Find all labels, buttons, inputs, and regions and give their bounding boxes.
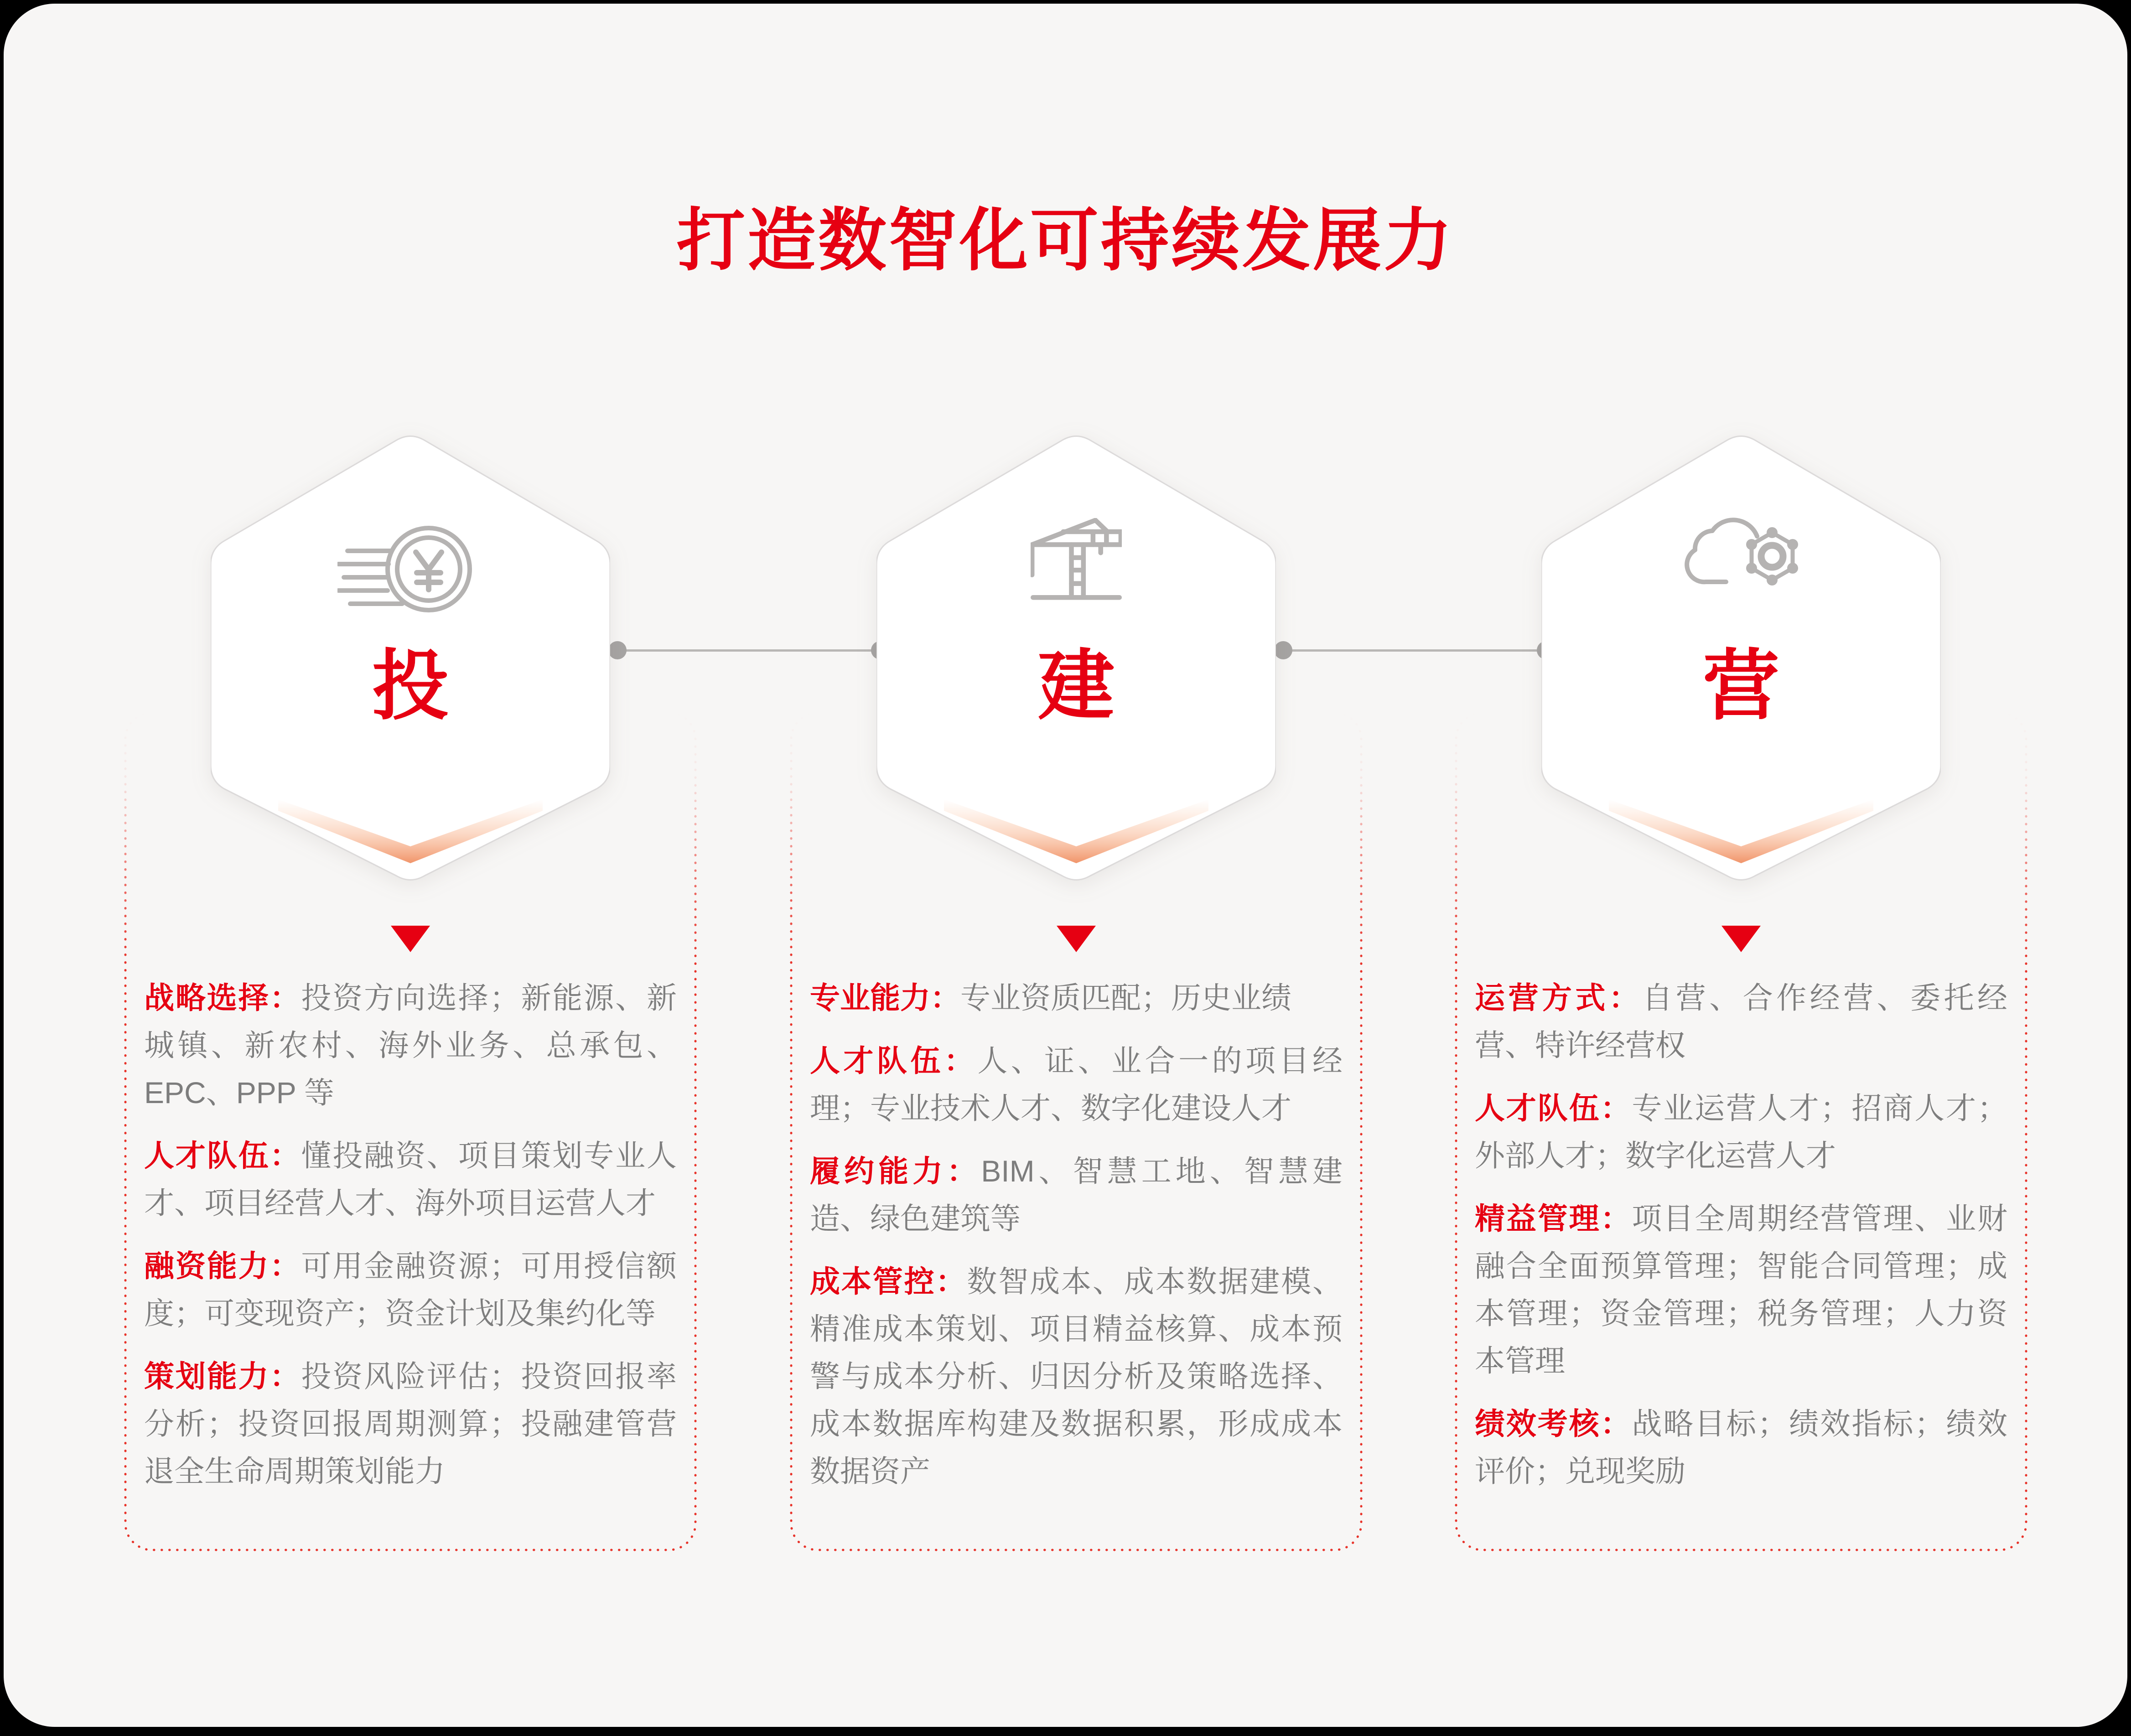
column-build bbox=[790, 4, 1363, 1727]
list-item: 人才队伍：专业运营人才；招商人才；外部人才；数字化运营人才 bbox=[1475, 1091, 2007, 1172]
list-item: 绩效考核：战略目标；绩效指标；绩效评价；兑现奖励 bbox=[1475, 1407, 2007, 1488]
list-item: 人才队伍：人、证、业合一的项目经理；专业技术人才、数字化建设人才 bbox=[810, 1044, 1343, 1125]
list-item: 运营方式：自营、合作经营、委托经营、特许经营权 bbox=[1475, 981, 2008, 1062]
detail-list bbox=[1475, 974, 2007, 1510]
column-invest bbox=[124, 4, 697, 1727]
list-item: 人才队伍：懂投融资、项目策划专业人才、项目经营人才、海外项目运营人才 bbox=[144, 1139, 677, 1220]
detail-list bbox=[810, 974, 1343, 1510]
hex-keyword-build: 建 bbox=[1038, 643, 1115, 729]
speeding-coin-yuan-icon bbox=[337, 526, 474, 612]
detail-list bbox=[144, 974, 677, 1510]
slide-card bbox=[4, 4, 2127, 1727]
list-item: 成本管控：数智成本、成本数据建模、精准成本策划、项目精益核算、成本预警与成本分析、归因分析及策略选择、成本数据库构建及数据积累，形成成本数据资产 bbox=[810, 1264, 1343, 1488]
page-title: 打造数智化可持续发展力 bbox=[676, 202, 1454, 279]
list-item: 融资能力：可用金融资源；可用授信额度；可变现资产；资金计划及集约化等 bbox=[144, 1249, 677, 1330]
hex-keyword-operate: 营 bbox=[1703, 643, 1779, 729]
column-operate bbox=[1455, 4, 2027, 1727]
hex-keyword-invest: 投 bbox=[372, 643, 449, 729]
list-item: 专业能力：专业资质匹配；历史业绩 bbox=[810, 981, 1291, 1015]
list-item: 精益管理：项目全周期经营管理、业财融合全面预算管理；智能合同管理；成本管理；资金管理；税务管理；人力资本管理 bbox=[1475, 1202, 2007, 1378]
list-item: 策划能力：投资风险评估；投资回报率分析；投资回报周期测算；投融建管营退全生命周期策划能力 bbox=[144, 1359, 677, 1488]
list-item: 履约能力：BIM、智慧工地、智慧建造、绿色建筑等 bbox=[810, 1154, 1343, 1235]
list-item: 战略选择：投资方向选择；新能源、新城镇、新农村、海外业务、总承包、EPC、PPP 等 bbox=[144, 981, 677, 1109]
cloud-gear-icon bbox=[1684, 513, 1798, 600]
tower-crane-icon bbox=[1031, 518, 1122, 600]
